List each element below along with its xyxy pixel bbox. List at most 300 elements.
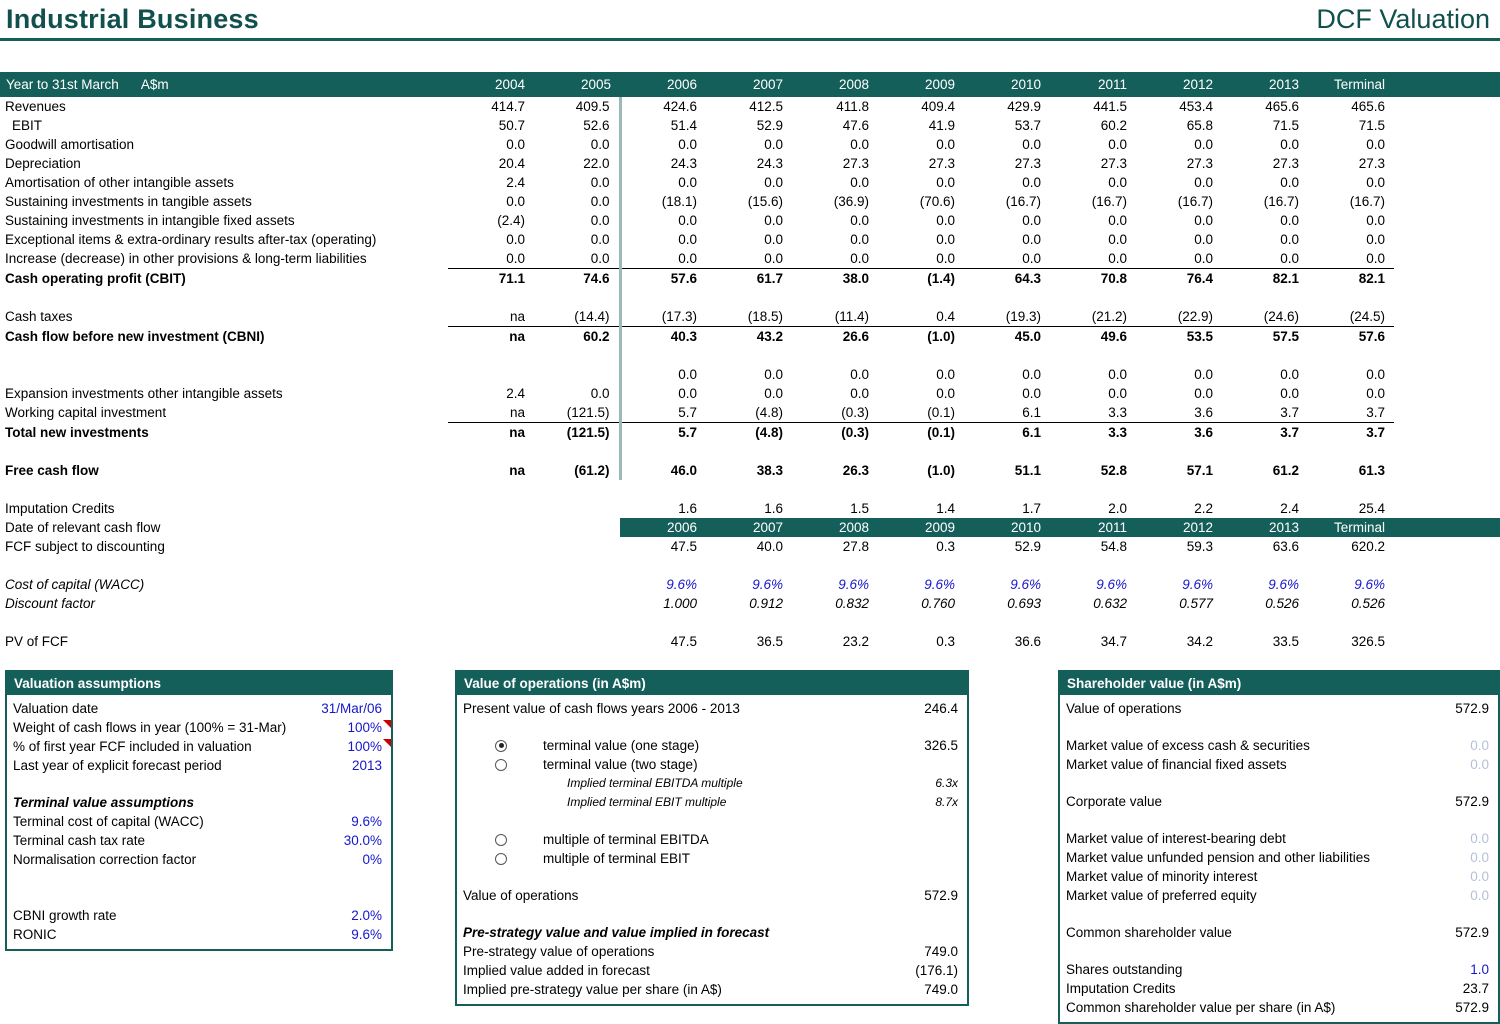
table-header-label — [0, 72, 448, 97]
table-row — [0, 135, 1500, 154]
column-header: 2012 — [1136, 518, 1222, 537]
row-label: Free cash flow — [5, 463, 99, 478]
filler-cell — [1394, 211, 1500, 230]
value-cell: 0.0 — [764, 213, 783, 228]
panel-row — [7, 756, 391, 775]
value-cell: 0.0 — [850, 175, 869, 190]
column-header: 2007 — [706, 518, 792, 537]
row-value: 8.7x — [935, 795, 958, 809]
spacer-cell — [964, 442, 1050, 461]
value-cell: 0.0 — [1366, 251, 1385, 266]
row-value[interactable]: 100% — [347, 720, 382, 735]
value-cell: (121.5) — [534, 403, 620, 423]
panel-row — [457, 923, 967, 942]
row-value[interactable]: 0.0 — [1470, 850, 1489, 865]
panel-row — [1060, 867, 1498, 886]
value-cell: na — [509, 463, 525, 478]
panel-row — [457, 849, 967, 868]
value-cell: (1.4) — [878, 269, 964, 289]
row-label: Market value of minority interest — [1066, 869, 1258, 884]
spacer-cell — [706, 480, 792, 499]
spacer — [457, 812, 967, 830]
value-cell: 0.0 — [534, 211, 620, 230]
value-cell: 0.0 — [1022, 213, 1041, 228]
spacer-cell — [1308, 556, 1394, 575]
value-cell: 2.0 — [1108, 501, 1127, 516]
value-cell[interactable]: 9.6% — [1010, 577, 1041, 592]
spacer-row — [0, 556, 1500, 575]
row-label: Cost of capital (WACC) — [5, 577, 145, 592]
value-cell: 51.4 — [670, 118, 697, 133]
value-cell: 24.3 — [756, 156, 783, 171]
spacer-cell — [1222, 442, 1308, 461]
value-cell: (0.3) — [841, 405, 869, 420]
column-header: Terminal — [1308, 518, 1394, 537]
value-cell: 27.8 — [842, 539, 869, 554]
panel-row — [7, 812, 391, 831]
value-cell: 0.0 — [1194, 232, 1213, 247]
value-cell: 63.6 — [1272, 539, 1299, 554]
title-bar — [0, 0, 1500, 41]
spacer-cell — [1136, 346, 1222, 365]
panel-body — [7, 695, 391, 949]
spacer-cell — [878, 480, 964, 499]
spacer-cell — [534, 346, 620, 365]
value-cell: 0.0 — [1108, 367, 1127, 382]
value-cell: 0.0 — [1366, 213, 1385, 228]
value-cell: 27.3 — [842, 156, 869, 171]
spacer-cell — [1050, 288, 1136, 307]
panel-row — [7, 906, 391, 925]
column-header: 2010 — [964, 518, 1050, 537]
spacer-cell — [878, 442, 964, 461]
value-cell: 2.2 — [1194, 501, 1213, 516]
filler-cell — [1394, 230, 1500, 249]
value-cell: 52.6 — [534, 116, 620, 135]
value-cell: 0.0 — [1108, 251, 1127, 266]
value-cell: 0.0 — [678, 213, 697, 228]
radio-button-icon[interactable] — [495, 853, 507, 865]
filler-cell — [1394, 518, 1500, 537]
row-value[interactable]: 31/Mar/06 — [321, 701, 382, 716]
filler-cell — [1394, 632, 1500, 651]
spacer-cell — [448, 346, 534, 365]
row-label: Market value of preferred equity — [1066, 888, 1257, 903]
value-cell: (18.5) — [747, 309, 783, 324]
value-cell: 61.7 — [706, 269, 792, 289]
value-cell: 1.6 — [764, 501, 783, 516]
spacer-cell — [1394, 556, 1500, 575]
value-cell: 0.0 — [1022, 367, 1041, 382]
value-cell: 0.0 — [764, 175, 783, 190]
panel-row — [7, 925, 391, 944]
row-label: Value of operations — [1066, 701, 1182, 716]
value-cell — [448, 499, 534, 518]
value-cell: 76.4 — [1136, 269, 1222, 289]
value-cell: (121.5) — [534, 423, 620, 443]
row-label: Terminal value assumptions — [13, 795, 195, 810]
table-row — [0, 537, 1500, 556]
value-cell: 57.5 — [1222, 327, 1308, 347]
value-cell: 0.0 — [1366, 137, 1385, 152]
spacer-cell — [534, 480, 620, 499]
value-cell: 3.3 — [1050, 423, 1136, 443]
value-cell: 34.2 — [1186, 634, 1213, 649]
row-value[interactable]: 0.0 — [1470, 831, 1489, 846]
filler-cell — [1394, 403, 1500, 423]
row-label: Weight of cash flows in year (100% = 31-Mar) — [13, 720, 287, 735]
spacer-row — [0, 288, 1500, 307]
spacer-cell — [448, 288, 534, 307]
row-value[interactable]: 2.0% — [351, 908, 382, 923]
value-cell: 409.4 — [921, 99, 955, 114]
spacer-cell — [1308, 480, 1394, 499]
spacer-cell — [706, 442, 792, 461]
value-cell: 0.0 — [1280, 175, 1299, 190]
value-cell: 0.0 — [1280, 137, 1299, 152]
value-cell: 1.7 — [1022, 501, 1041, 516]
value-cell: (0.1) — [878, 423, 964, 443]
value-cell: (19.3) — [1005, 309, 1041, 324]
value-cell: 0.0 — [936, 137, 955, 152]
value-cell: 0.0 — [506, 137, 525, 152]
value-cell: 3.7 — [1222, 423, 1308, 443]
row-value[interactable]: 30.0% — [343, 833, 382, 848]
row-label: Shares outstanding — [1066, 962, 1183, 977]
spacer-cell — [448, 556, 534, 575]
spacer-cell — [0, 480, 448, 499]
value-cell[interactable]: 9.6% — [752, 577, 783, 592]
spacer-cell — [1394, 480, 1500, 499]
row-value[interactable]: 0.0 — [1470, 757, 1489, 772]
value-cell: 50.7 — [498, 118, 525, 133]
row-label: Implied value added in forecast — [463, 963, 650, 978]
value-cell: 0.0 — [1366, 232, 1385, 247]
value-cell: 74.6 — [534, 269, 620, 289]
spacer-cell — [964, 346, 1050, 365]
row-label: Market value unfunded pension and other liabilities — [1066, 850, 1370, 865]
column-header: 2011 — [1050, 518, 1136, 537]
row-label: Amortisation of other intangible assets — [5, 175, 234, 190]
value-cell: (16.7) — [1091, 194, 1127, 209]
panel-row — [457, 830, 967, 849]
spacer-cell — [1394, 288, 1500, 307]
value-cell: 0.0 — [850, 232, 869, 247]
spacer-cell — [1308, 288, 1394, 307]
panel-row — [1060, 923, 1498, 942]
value-cell: 0.0 — [534, 249, 620, 269]
value-cell: 453.4 — [1179, 99, 1213, 114]
row-label: Goodwill amortisation — [5, 137, 135, 152]
value-cell: na — [448, 327, 534, 347]
value-cell: na — [509, 405, 525, 420]
panel-row — [457, 774, 967, 793]
row-label: Expansion investments other intangible assets — [5, 386, 283, 401]
value-cell: 60.2 — [1100, 118, 1127, 133]
value-cell: 0.0 — [1194, 251, 1213, 266]
value-cell: (15.6) — [747, 194, 783, 209]
spacer-cell — [0, 346, 448, 365]
value-cell[interactable]: 9.6% — [1182, 577, 1213, 592]
value-cell: na — [509, 309, 525, 324]
spacer-cell — [1308, 346, 1394, 365]
value-cell: (1.0) — [878, 327, 964, 347]
value-cell: 43.2 — [706, 327, 792, 347]
comment-marker-icon — [383, 720, 391, 728]
value-cell — [534, 499, 620, 518]
row-label: RONIC — [13, 927, 57, 942]
row-value[interactable]: 9.6% — [351, 814, 382, 829]
value-cell: 0.760 — [921, 596, 955, 611]
row-value[interactable]: 100% — [347, 739, 382, 754]
table-row — [0, 327, 1500, 347]
row-value[interactable]: 1.0 — [1470, 962, 1489, 977]
value-cell: 82.1 — [1308, 269, 1394, 289]
column-header: 2007 — [706, 72, 792, 97]
value-cell: 34.7 — [1100, 634, 1127, 649]
row-value[interactable]: 0.0 — [1470, 869, 1489, 884]
value-cell: 0.693 — [1007, 596, 1041, 611]
table-row — [0, 384, 1500, 403]
spacer-cell — [534, 613, 620, 632]
value-cell: 3.7 — [1308, 423, 1394, 443]
row-label: Implied terminal EBITDA multiple — [567, 776, 743, 790]
row-label: PV of FCF — [5, 634, 69, 649]
value-cell: 20.4 — [498, 156, 525, 171]
row-value[interactable]: 9.6% — [351, 927, 382, 942]
row-value[interactable]: 2013 — [351, 758, 382, 773]
row-value: 749.0 — [924, 944, 958, 959]
value-cell: 0.0 — [1194, 175, 1213, 190]
value-cell: 64.3 — [964, 269, 1050, 289]
value-of-operations-panel — [455, 670, 969, 1006]
radio-button-icon[interactable] — [495, 759, 507, 771]
value-cell: 47.5 — [670, 539, 697, 554]
value-cell: 59.3 — [1186, 539, 1213, 554]
value-cell: 0.832 — [835, 596, 869, 611]
value-cell[interactable]: 9.6% — [666, 577, 697, 592]
spacer-cell — [1308, 613, 1394, 632]
value-cell: 0.0 — [1022, 137, 1041, 152]
value-cell: 24.3 — [670, 156, 697, 171]
panel-title: Valuation assumptions — [7, 672, 391, 695]
value-cell: (0.3) — [792, 423, 878, 443]
panel-row — [1060, 848, 1498, 867]
value-cell: 0.0 — [678, 386, 697, 401]
value-cell: 0.0 — [534, 135, 620, 154]
filler-cell — [1394, 249, 1500, 269]
spacer-cell — [448, 613, 534, 632]
value-cell: (17.3) — [661, 309, 697, 324]
value-cell: 0.0 — [1022, 386, 1041, 401]
spacer-cell — [964, 613, 1050, 632]
value-cell: 60.2 — [534, 327, 620, 347]
table-row — [0, 269, 1500, 289]
value-cell: (16.7) — [1349, 194, 1385, 209]
value-cell: (4.8) — [755, 405, 783, 420]
value-cell: (14.4) — [534, 307, 620, 327]
table-row — [0, 307, 1500, 327]
value-cell — [534, 518, 620, 537]
value-cell: 0.0 — [678, 175, 697, 190]
column-header: 2011 — [1050, 72, 1136, 97]
value-cell: (36.9) — [833, 194, 869, 209]
column-header: 2006 — [620, 72, 706, 97]
spacer-cell — [534, 556, 620, 575]
filler-cell — [1394, 365, 1500, 384]
value-cell: 47.6 — [842, 118, 869, 133]
spacer-cell — [1136, 613, 1222, 632]
value-cell: (70.6) — [919, 194, 955, 209]
value-cell: (61.2) — [534, 461, 620, 480]
row-label: Implied terminal EBIT multiple — [567, 795, 727, 809]
filler-cell — [1394, 97, 1500, 116]
value-cell: 0.0 — [506, 251, 525, 266]
value-cell: 0.0 — [936, 232, 955, 247]
value-cell: (24.5) — [1349, 309, 1385, 324]
spacer-cell — [706, 556, 792, 575]
value-cell: 57.1 — [1186, 463, 1213, 478]
column-header: 2008 — [792, 72, 878, 97]
spacer-cell — [878, 613, 964, 632]
value-cell: 57.6 — [620, 269, 706, 289]
row-label[interactable]: terminal value (two stage) — [543, 757, 698, 772]
value-cell: 70.8 — [1050, 269, 1136, 289]
value-cell: 0.0 — [534, 192, 620, 211]
row-label: EBIT — [12, 118, 43, 133]
value-cell: 0.3 — [936, 539, 955, 554]
spacer-row — [0, 346, 1500, 365]
value-cell — [448, 594, 534, 613]
value-cell: 1.6 — [678, 501, 697, 516]
spacer-cell — [0, 288, 448, 307]
spacer-cell — [1222, 288, 1308, 307]
value-cell: 27.3 — [1358, 156, 1385, 171]
row-label: Terminal cash tax rate — [13, 833, 146, 848]
row-label: Exceptional items & extra-ordinary results after-tax (operating) — [5, 232, 377, 247]
value-cell: 0.0 — [850, 386, 869, 401]
value-cell — [448, 537, 534, 556]
value-cell: 6.1 — [1022, 405, 1041, 420]
value-cell: 412.5 — [749, 99, 783, 114]
row-label: Date of relevant cash flow — [5, 520, 161, 535]
value-cell — [534, 365, 620, 384]
spacer-row — [0, 613, 1500, 632]
spacer-cell — [1050, 480, 1136, 499]
filler-cell — [1394, 307, 1500, 327]
column-header: 2005 — [534, 72, 620, 97]
header-filler — [1394, 72, 1500, 97]
value-cell: 27.3 — [1272, 156, 1299, 171]
spacer — [457, 718, 967, 736]
value-cell: 411.8 — [836, 99, 869, 114]
row-label: FCF subject to discounting — [5, 539, 165, 554]
row-value: 6.3x — [935, 776, 958, 790]
row-value[interactable]: 0% — [362, 852, 382, 867]
value-cell: 409.5 — [534, 97, 620, 116]
value-cell: 27.3 — [1014, 156, 1041, 171]
spacer-cell — [878, 346, 964, 365]
page-subtitle: DCF Valuation — [1316, 4, 1490, 34]
value-cell: 38.0 — [792, 269, 878, 289]
value-cell: 0.0 — [1280, 232, 1299, 247]
table-row — [0, 632, 1500, 651]
row-value: 572.9 — [924, 888, 958, 903]
spacer-cell — [1136, 288, 1222, 307]
row-value: 23.7 — [1462, 981, 1489, 996]
spacer-cell — [1394, 613, 1500, 632]
spacer-cell — [0, 442, 448, 461]
value-cell: 27.3 — [1186, 156, 1213, 171]
spacer — [7, 869, 391, 906]
value-cell: 0.0 — [1194, 386, 1213, 401]
value-cell[interactable]: 9.6% — [1268, 577, 1299, 592]
value-cell: 52.9 — [1014, 539, 1041, 554]
value-cell: (11.4) — [834, 309, 869, 324]
row-value: 572.9 — [1455, 1000, 1489, 1015]
row-label[interactable]: multiple of terminal EBITDA — [543, 832, 709, 847]
value-cell: 326.5 — [1351, 634, 1385, 649]
spacer-cell — [792, 346, 878, 365]
value-cell[interactable]: 9.6% — [1096, 577, 1127, 592]
value-cell: 0.526 — [1265, 596, 1299, 611]
value-cell: 0.0 — [1108, 175, 1127, 190]
panel-row — [457, 736, 967, 755]
value-cell: (4.8) — [706, 423, 792, 443]
filler-cell — [1394, 173, 1500, 192]
row-label: Market value of excess cash & securities — [1066, 738, 1310, 753]
value-cell: 0.0 — [506, 194, 525, 209]
value-cell: 0.0 — [1108, 137, 1127, 152]
radio-button-selected-icon[interactable] — [495, 740, 507, 752]
value-cell: 40.0 — [756, 539, 783, 554]
spacer — [1060, 905, 1498, 923]
value-cell: 0.0 — [1194, 367, 1213, 382]
panel-row — [457, 793, 967, 812]
value-cell[interactable]: 9.6% — [838, 577, 869, 592]
spacer — [7, 775, 391, 793]
value-cell: 0.0 — [1280, 386, 1299, 401]
value-cell: 47.5 — [670, 634, 697, 649]
value-cell: 25.4 — [1358, 501, 1385, 516]
value-cell: 3.7 — [1366, 405, 1385, 420]
row-label: Pre-strategy value and value implied in forecast — [463, 925, 770, 940]
value-cell: 3.6 — [1194, 405, 1213, 420]
value-cell: 429.9 — [1007, 99, 1041, 114]
panel-row — [1060, 755, 1498, 774]
row-label: Increase (decrease) in other provisions & long-term liabilities — [5, 251, 367, 267]
panel-row — [7, 699, 391, 718]
row-value[interactable]: 0.0 — [1470, 888, 1489, 903]
value-cell: 414.7 — [491, 99, 525, 114]
value-cell[interactable]: 9.6% — [1354, 577, 1385, 592]
value-cell[interactable]: 9.6% — [924, 577, 955, 592]
row-label[interactable]: terminal value (one stage) — [543, 738, 700, 753]
row-label[interactable]: multiple of terminal EBIT — [543, 851, 691, 866]
panel-title: Shareholder value (in A$m) — [1060, 672, 1498, 695]
table-row — [0, 575, 1500, 594]
value-cell: 1.000 — [663, 596, 697, 611]
row-label: Imputation Credits — [5, 501, 115, 516]
row-value[interactable]: 0.0 — [1470, 738, 1489, 753]
value-cell: 0.0 — [936, 367, 955, 382]
value-cell: 0.0 — [764, 251, 783, 266]
radio-button-icon[interactable] — [495, 834, 507, 846]
filler-cell — [1394, 461, 1500, 480]
spacer-cell — [1394, 442, 1500, 461]
value-cell: 2.4 — [506, 175, 525, 190]
column-header: 2004 — [448, 72, 534, 97]
